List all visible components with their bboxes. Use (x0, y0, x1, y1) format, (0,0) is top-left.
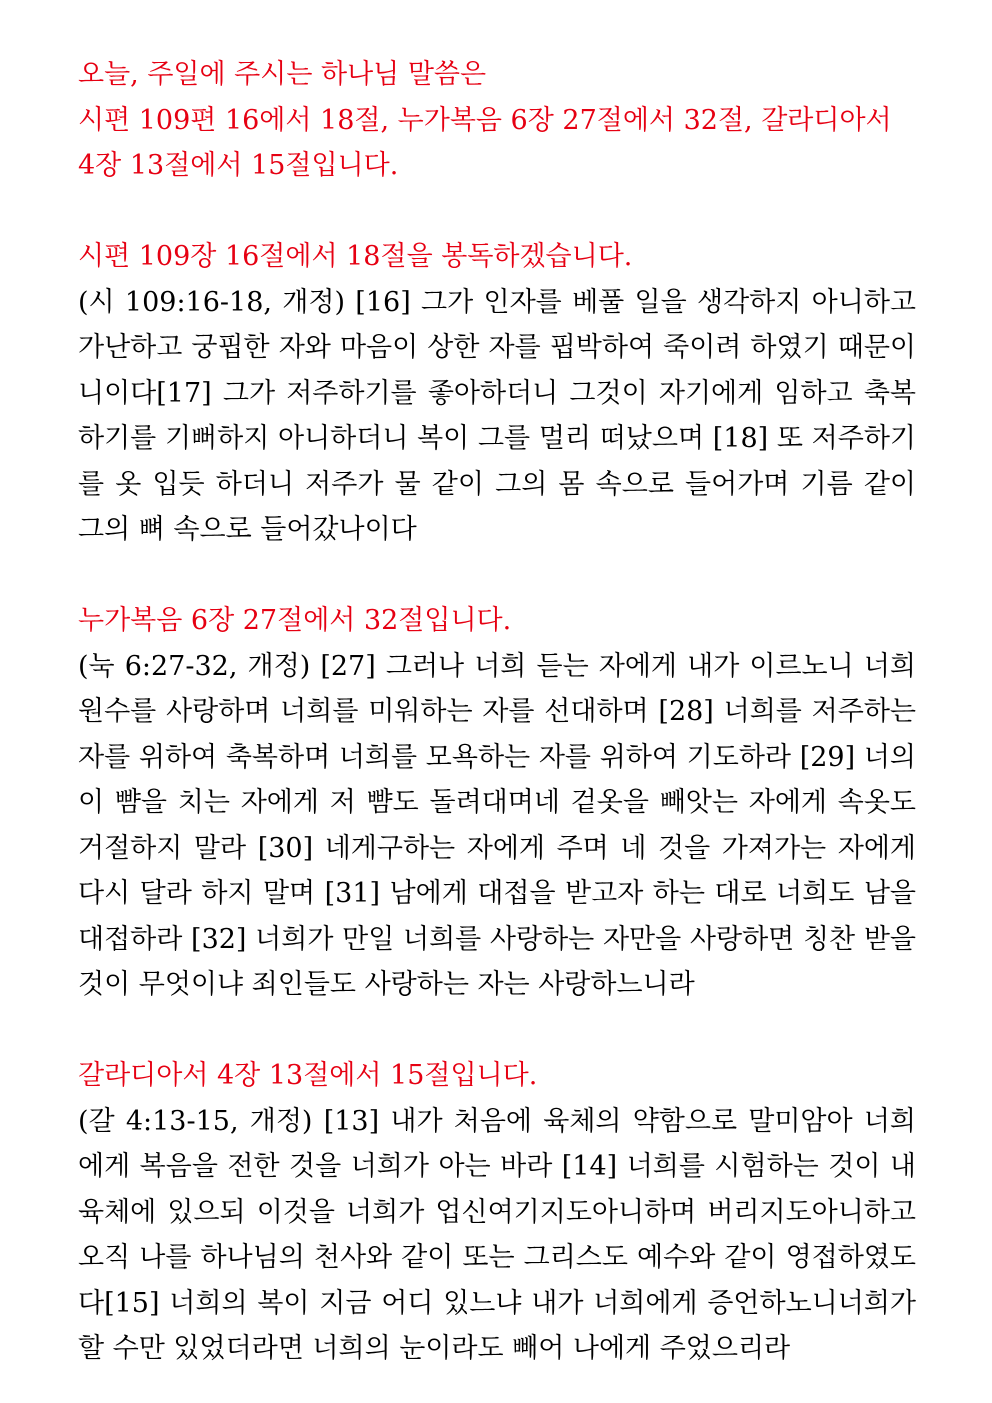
section-heading: 누가복음 6장 27절에서 32절입니다. (78, 605, 512, 636)
intro-block (78, 52, 916, 189)
document-page (78, 52, 916, 1372)
intro-line-2: 시편 109편 16에서 18절, 누가복음 6장 27절에서 32절, 갈라디아서 4장 13절에서 15절입니다. (78, 104, 892, 181)
scripture-passage: (갈 4:13-15, 개정) [13] 내가 처음에 육체의 약함으로 말미암아 너희에게 복음을 전한 것을 너희가 아는 바라 [14] 너희를 시험하는 것이 내 육체에 있으되 이것을 너희가 업신여기지도아니하며 버리지도아니하고 오직 나를 하나님의 천사와 같이 또는 그리스도 예수와 같이 영접하였도다[15] 너희의 복이 지금 어디 있느냐 내가 너희에게 증언하노니너희가 할 수만 있었더라면 너희의 눈이라도 빼어 나에게 주었으리라 (78, 1105, 916, 1364)
section-galatians (78, 1053, 916, 1372)
intro-line-1: 오늘, 주일에 주시는 하나님 말씀은 (78, 59, 487, 90)
section-psalms (78, 234, 916, 553)
section-heading: 시편 109장 16절에서 18절을 봉독하겠습니다. (78, 241, 633, 272)
section-luke (78, 598, 916, 1008)
section-heading: 갈라디아서 4장 13절에서 15절입니다. (78, 1060, 538, 1091)
scripture-passage: (시 109:16-18, 개정) [16] 그가 인자를 베풀 일을 생각하지 아니하고 가난하고 궁핍한 자와 마음이 상한 자를 핍박하여 죽이려 하였기 때문이니이다[17] 그가 저주하기를 좋아하더니 그것이 자기에게 임하고 축복하기를 기뻐하지 아니하더니 복이 그를 멀리 떠났으며 [18] 또 저주하기를 옷 입듯 하더니 저주가 물 같이 그의 몸 속으로 들어가며 기름 같이 그의 뼈 속으로 들어갔나이다 (78, 286, 916, 545)
scripture-passage: (눅 6:27-32, 개정) [27] 그러나 너희 듣는 자에게 내가 이르노니 너희 원수를 사랑하며 너희를 미워하는 자를 선대하며 [28] 너희를 저주하는 자를 위하여 축복하며 너희를 모욕하는 자를 위하여 기도하라 [29] 너의 이 뺨을 치는 자에게 저 뺨도 돌려대며네 겉옷을 빼앗는 자에게 속옷도 거절하지 말라 [30] 네게구하는 자에게 주며 네 것을 가져가는 자에게 다시 달라 하지 말며 [31] 남에게 대접을 받고자 하는 대로 너희도 남을 대접하라 [32] 너희가 만일 너희를 사랑하는 자만을 사랑하면 칭찬 받을 것이 무엇이냐 죄인들도 사랑하는 자는 사랑하느니라 (78, 650, 916, 1000)
